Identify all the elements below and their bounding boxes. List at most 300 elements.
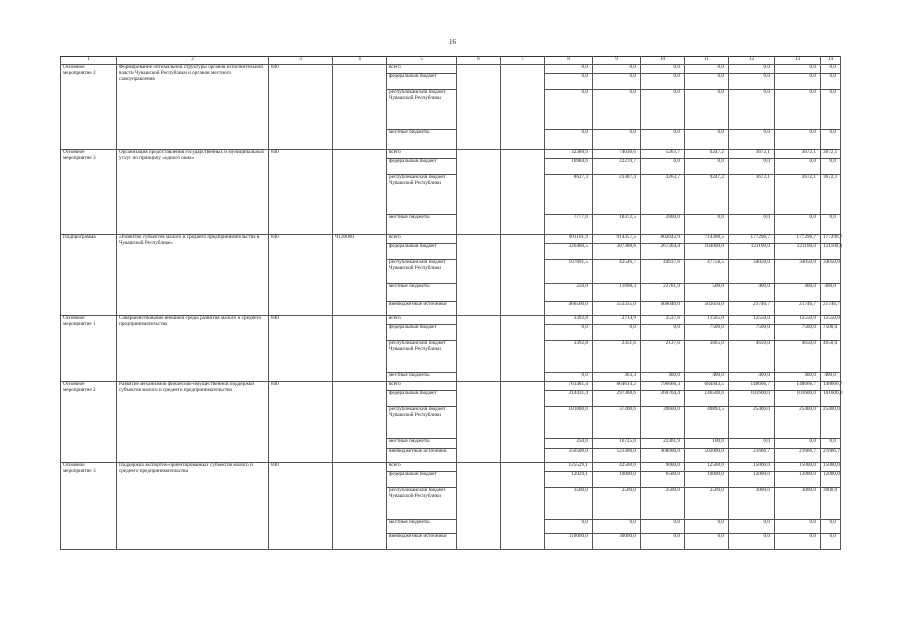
value-cell: 25400,0: [821, 407, 841, 439]
value-cell: 684943,5: [685, 382, 729, 391]
value-cell: 25400,0: [729, 407, 775, 439]
group-col1: Подпрограмма: [61, 235, 117, 316]
value-cell: 0,0: [641, 65, 685, 74]
value-cell: 2500,0: [685, 488, 729, 520]
value-cell: 0,0: [729, 215, 775, 235]
value-cell: 763481,4: [545, 382, 593, 391]
value-cell: 47758,5: [685, 260, 729, 284]
value-cell: 0,0: [685, 74, 729, 90]
funding-source: местные бюджеты: [387, 130, 457, 150]
value-cell: 101600,0: [821, 391, 841, 407]
empty-cell: [501, 316, 545, 325]
value-cell: 0,0: [685, 215, 729, 235]
empty-cell: [501, 74, 545, 90]
value-cell: 0,0: [593, 130, 641, 150]
funding-source: республиканский бюджет Чувашской Республики: [387, 90, 457, 130]
value-cell: 3392,8: [545, 316, 593, 325]
empty-cell: [501, 302, 545, 316]
funding-source: федеральный бюджет: [387, 325, 457, 341]
group-col4: [333, 463, 387, 550]
value-cell: 44637,6: [641, 260, 685, 284]
empty-cell: [457, 74, 501, 90]
empty-cell: [457, 472, 501, 488]
value-cell: 40893,5: [685, 407, 729, 439]
value-cell: 5263,7: [641, 150, 685, 159]
value-cell: 502000,0: [685, 449, 729, 463]
value-cell: 500,0: [685, 284, 729, 302]
value-cell: 21666,7: [775, 449, 821, 463]
empty-cell: [457, 130, 501, 150]
value-cell: 9247,2: [685, 150, 729, 159]
group-col3: 840: [269, 463, 333, 550]
group-col3: 840: [269, 382, 333, 463]
value-cell: 12029,1: [545, 472, 593, 488]
value-cell: 4650,0: [821, 341, 841, 373]
value-cell: 0,0: [593, 74, 641, 90]
value-cell: 34050,0: [729, 260, 775, 284]
group-col3: 840: [269, 65, 333, 150]
value-cell: 101600,0: [729, 391, 775, 407]
empty-cell: [457, 235, 501, 244]
value-cell: 553335,0: [593, 302, 641, 316]
funding-source: внебюджетные источники: [387, 302, 457, 316]
group-col1: Основное мероприятие 3: [61, 463, 117, 550]
empty-cell: [457, 159, 501, 175]
empty-cell: [501, 90, 545, 130]
empty-cell: [457, 488, 501, 520]
funding-source: федеральный бюджет: [387, 391, 457, 407]
value-cell: 0,0: [775, 159, 821, 175]
empty-cell: [501, 391, 545, 407]
value-cell: 307388,6: [593, 244, 641, 260]
empty-cell: [501, 472, 545, 488]
value-cell: 0,0: [545, 130, 593, 150]
value-cell: 2500,0: [641, 488, 685, 520]
value-cell: 74030,6: [593, 150, 641, 159]
value-cell: 101000,0: [545, 407, 593, 439]
value-cell: 21666,7: [821, 449, 841, 463]
empty-cell: [501, 520, 545, 534]
header-cell: 1: [61, 57, 117, 65]
group-col4: [333, 150, 387, 235]
group-col1: Основное мероприятие 1: [61, 316, 117, 382]
empty-cell: [501, 235, 545, 244]
value-cell: 0,0: [729, 130, 775, 150]
value-cell: 22301,9: [641, 439, 685, 449]
value-cell: 2351,6: [593, 341, 641, 373]
value-cell: 101600,0: [775, 391, 821, 407]
value-cell: 0,0: [821, 534, 841, 550]
empty-cell: [501, 159, 545, 175]
empty-cell: [501, 407, 545, 439]
value-cell: 400,0: [729, 373, 775, 382]
value-cell: 0,0: [641, 534, 685, 550]
empty-cell: [457, 175, 501, 215]
empty-cell: [457, 316, 501, 325]
value-cell: 2500,0: [593, 488, 641, 520]
value-cell: 23387,4: [593, 175, 641, 215]
empty-cell: [457, 150, 501, 159]
empty-cell: [501, 382, 545, 391]
value-cell: 3000,0: [729, 488, 775, 520]
funding-source: внебюджетные источники: [387, 449, 457, 463]
group-col4: Ч120000: [333, 235, 387, 316]
value-cell: 0,0: [641, 159, 685, 175]
value-cell: 0,0: [775, 215, 821, 235]
value-cell: 0,0: [593, 520, 641, 534]
value-cell: 363,3: [593, 373, 641, 382]
value-cell: 0,0: [775, 520, 821, 534]
value-cell: 0,0: [775, 439, 821, 449]
value-cell: 0,0: [729, 534, 775, 550]
group-col3: 840: [269, 316, 333, 382]
value-cell: 8627,3: [545, 175, 593, 215]
group-col2: Формирование оптимальной структуры органов исполнительной власти Чувашской Республики и органов местного самоуправления: [117, 65, 269, 150]
group-col4: [333, 65, 387, 150]
value-cell: 0,0: [821, 520, 841, 534]
empty-cell: [457, 284, 501, 302]
empty-cell: [457, 520, 501, 534]
funding-source: всего: [387, 316, 457, 325]
header-cell: 14: [821, 57, 841, 65]
empty-cell: [457, 382, 501, 391]
value-cell: 0,0: [641, 130, 685, 150]
value-cell: 10725,0: [593, 439, 641, 449]
value-cell: 21746,7: [775, 302, 821, 316]
empty-cell: [501, 449, 545, 463]
funding-source: внебюджетные источники: [387, 534, 457, 550]
value-cell: 148666,7: [821, 382, 841, 391]
value-cell: 110000,0: [545, 534, 593, 550]
value-cell: 34050,0: [775, 260, 821, 284]
value-cell: 0,0: [685, 130, 729, 150]
value-cell: 400,0: [729, 284, 775, 302]
value-cell: 3000,0: [821, 488, 841, 520]
value-cell: 30000,0: [593, 534, 641, 550]
value-cell: 0,0: [593, 90, 641, 130]
value-cell: 107891,5: [545, 260, 593, 284]
value-cell: 121100,0: [729, 244, 775, 260]
value-cell: 0,0: [641, 325, 685, 341]
value-cell: 121100,0: [775, 244, 821, 260]
value-cell: 0,0: [821, 439, 841, 449]
value-cell: 3672,1: [775, 175, 821, 215]
empty-cell: [457, 463, 501, 472]
value-cell: 802643,9: [641, 235, 685, 244]
value-cell: 12000,0: [729, 472, 775, 488]
funding-source: республиканский бюджет Чувашской Республики: [387, 488, 457, 520]
value-cell: 0,0: [641, 520, 685, 534]
empty-cell: [457, 439, 501, 449]
value-cell: 0,0: [729, 439, 775, 449]
value-cell: 326460,5: [545, 244, 593, 260]
value-cell: 400,0: [685, 373, 729, 382]
group-col3: 840: [269, 150, 333, 235]
value-cell: 7500,0: [729, 325, 775, 341]
value-cell: 400,0: [775, 284, 821, 302]
empty-cell: [501, 341, 545, 373]
value-cell: 2137,6: [641, 341, 685, 373]
value-cell: 0,0: [775, 74, 821, 90]
header-cell: 10: [641, 57, 685, 65]
group-col1: Основное мероприятие 2: [61, 382, 117, 463]
value-cell: 0,0: [545, 520, 593, 534]
value-cell: 21746,7: [821, 302, 841, 316]
value-cell: 297388,6: [593, 391, 641, 407]
value-cell: 0,0: [685, 520, 729, 534]
value-cell: 148666,7: [729, 382, 775, 391]
value-cell: 164000,0: [685, 244, 729, 260]
value-cell: 2537,6: [641, 316, 685, 325]
value-cell: 466500,0: [545, 302, 593, 316]
value-cell: 42500,0: [593, 463, 641, 472]
value-cell: 3665,0: [685, 341, 729, 373]
group-col2: «Развитие субъектов малого и среднего предпринимательства в Чувашской Республике»: [117, 235, 269, 316]
empty-cell: [457, 534, 501, 550]
value-cell: 100,0: [685, 439, 729, 449]
value-cell: 12550,0: [775, 316, 821, 325]
value-cell: 0,0: [821, 74, 841, 90]
value-cell: 0,0: [729, 520, 775, 534]
header-cell: 13: [775, 57, 821, 65]
value-cell: 148666,7: [775, 382, 821, 391]
value-cell: 12000,0: [821, 472, 841, 488]
group-col4: [333, 316, 387, 382]
value-cell: 3000,0: [775, 488, 821, 520]
value-cell: 21746,7: [729, 302, 775, 316]
value-cell: 0,0: [641, 74, 685, 90]
empty-cell: [501, 439, 545, 449]
value-cell: 400,0: [641, 373, 685, 382]
empty-cell: [501, 284, 545, 302]
value-cell: 790666,3: [641, 382, 685, 391]
value-cell: 10000,0: [685, 472, 729, 488]
value-cell: 3672,1: [729, 175, 775, 215]
value-cell: 0,0: [685, 90, 729, 130]
value-cell: 0,0: [775, 90, 821, 130]
empty-cell: [457, 373, 501, 382]
value-cell: 7500,0: [821, 325, 841, 341]
empty-cell: [501, 260, 545, 284]
header-cell: 11: [685, 57, 729, 65]
value-cell: 0,0: [593, 325, 641, 341]
budget-table: [60, 56, 841, 550]
value-cell: 0,0: [545, 74, 593, 90]
header-cell: 4: [333, 57, 387, 65]
empty-cell: [457, 391, 501, 407]
value-cell: 3500,0: [545, 488, 593, 520]
value-cell: 12550,0: [729, 316, 775, 325]
funding-source: федеральный бюджет: [387, 74, 457, 90]
value-cell: 0,0: [593, 65, 641, 74]
value-cell: 0,0: [821, 159, 841, 175]
group-col2: Поддержка экспортно-ориентированных субъектов малого и среднего предпринимательства: [117, 463, 269, 550]
value-cell: 18372,5: [593, 215, 641, 235]
value-cell: 42546,7: [593, 260, 641, 284]
value-cell: 22270,7: [593, 159, 641, 175]
value-cell: 121100,0: [821, 244, 841, 260]
value-cell: 7500,0: [685, 325, 729, 341]
value-cell: 0,0: [821, 215, 841, 235]
group-col3: 840: [269, 235, 333, 316]
group-col2: Развитие механизмов финансово-имущественной поддержки субъектов малого и среднего предпринимательства: [117, 382, 269, 463]
value-cell: 125529,1: [545, 463, 593, 472]
header-cell: 5: [387, 57, 457, 65]
value-cell: 468000,0: [641, 449, 685, 463]
value-cell: 37200,6: [593, 407, 641, 439]
value-cell: 2714,9: [593, 316, 641, 325]
value-cell: 0,0: [729, 159, 775, 175]
group-col1: Основное мероприятие 3: [61, 150, 117, 235]
header-cell: 6: [457, 57, 501, 65]
value-cell: 523300,0: [593, 449, 641, 463]
empty-cell: [457, 215, 501, 235]
funding-source: местные бюджеты: [387, 439, 457, 449]
value-cell: 0,0: [545, 373, 593, 382]
empty-cell: [501, 373, 545, 382]
funding-source: всего: [387, 65, 457, 74]
empty-cell: [457, 449, 501, 463]
funding-source: всего: [387, 463, 457, 472]
empty-cell: [457, 325, 501, 341]
header-cell: 8: [545, 57, 593, 65]
value-cell: 0,0: [729, 65, 775, 74]
value-cell: 39600,0: [641, 407, 685, 439]
funding-source: местные бюджеты: [387, 215, 457, 235]
empty-cell: [501, 175, 545, 215]
value-cell: 0,0: [821, 130, 841, 150]
value-cell: 22701,9: [641, 284, 685, 302]
funding-source: республиканский бюджет Чувашской Республики: [387, 260, 457, 284]
value-cell: 0,0: [545, 325, 593, 341]
funding-source: всего: [387, 150, 457, 159]
group-col2: Совершенствование внешней среды развития малого и среднего предпринимательства: [117, 316, 269, 382]
funding-source: республиканский бюджет Чувашской Республики: [387, 407, 457, 439]
empty-cell: [501, 215, 545, 235]
page-number: 16: [449, 38, 456, 46]
value-cell: 6500,0: [641, 472, 685, 488]
value-cell: 10000,0: [593, 472, 641, 488]
value-cell: 7777,0: [545, 215, 593, 235]
empty-cell: [457, 260, 501, 284]
value-cell: 3672,1: [729, 150, 775, 159]
value-cell: 177296,7: [775, 235, 821, 244]
value-cell: 0,0: [775, 534, 821, 550]
value-cell: 3672,1: [821, 175, 841, 215]
empty-cell: [501, 325, 545, 341]
value-cell: 3672,1: [821, 150, 841, 159]
value-cell: 7500,0: [775, 325, 821, 341]
value-cell: 314431,4: [545, 391, 593, 407]
value-cell: 15000,0: [729, 463, 775, 472]
value-cell: 267264,4: [641, 244, 685, 260]
empty-cell: [501, 65, 545, 74]
value-cell: 3392,8: [545, 341, 593, 373]
group-col4: [333, 382, 387, 463]
funding-source: всего: [387, 235, 457, 244]
value-cell: 21666,7: [729, 449, 775, 463]
value-cell: 0,0: [641, 90, 685, 130]
value-cell: 0,0: [775, 65, 821, 74]
empty-cell: [501, 488, 545, 520]
value-cell: 260764,4: [641, 391, 685, 407]
value-cell: 177296,7: [821, 235, 841, 244]
value-cell: 12000,0: [775, 472, 821, 488]
value-cell: 0,0: [545, 65, 593, 74]
value-cell: 0,0: [685, 65, 729, 74]
value-cell: 468040,0: [641, 302, 685, 316]
value-cell: 32388,9: [545, 150, 593, 159]
header-cell: 3: [269, 57, 333, 65]
funding-source: всего: [387, 382, 457, 391]
empty-cell: [501, 130, 545, 150]
header-cell: 7: [501, 57, 545, 65]
value-cell: 11098,3: [593, 284, 641, 302]
value-cell: 12500,0: [685, 463, 729, 472]
value-cell: 400,0: [821, 373, 841, 382]
value-cell: 0,0: [821, 65, 841, 74]
value-cell: 0,0: [775, 130, 821, 150]
funding-source: республиканский бюджет Чувашской Республики: [387, 175, 457, 215]
value-cell: 146500,0: [685, 391, 729, 407]
funding-source: федеральный бюджет: [387, 472, 457, 488]
value-cell: 864614,2: [593, 382, 641, 391]
value-cell: 177296,7: [729, 235, 775, 244]
value-cell: 16984,6: [545, 159, 593, 175]
value-cell: 0,0: [545, 90, 593, 130]
value-cell: 3263,7: [641, 175, 685, 215]
value-cell: 0,0: [729, 74, 775, 90]
funding-source: республиканский бюджет Чувашской Республики: [387, 341, 457, 373]
value-cell: 34050,0: [821, 260, 841, 284]
empty-cell: [501, 244, 545, 260]
value-cell: 914357,5: [593, 235, 641, 244]
empty-cell: [501, 150, 545, 159]
empty-cell: [457, 90, 501, 130]
empty-cell: [457, 65, 501, 74]
empty-cell: [457, 407, 501, 439]
empty-cell: [501, 463, 545, 472]
value-cell: 3672,1: [775, 150, 821, 159]
value-cell: 9247,2: [685, 175, 729, 215]
value-cell: 901101,9: [545, 235, 593, 244]
funding-source: федеральный бюджет: [387, 159, 457, 175]
value-cell: 2000,0: [641, 215, 685, 235]
value-cell: 400,0: [775, 373, 821, 382]
funding-source: местные бюджеты: [387, 284, 457, 302]
value-cell: 250,0: [545, 284, 593, 302]
value-cell: 4650,0: [775, 341, 821, 373]
value-cell: 350500,0: [545, 449, 593, 463]
value-cell: 12550,0: [821, 316, 841, 325]
funding-source: местные бюджеты: [387, 373, 457, 382]
value-cell: 0,0: [685, 159, 729, 175]
value-cell: 25400,0: [775, 407, 821, 439]
empty-cell: [457, 341, 501, 373]
value-cell: 15000,0: [775, 463, 821, 472]
value-cell: 0,0: [729, 90, 775, 130]
empty-cell: [501, 534, 545, 550]
value-cell: 0,0: [821, 90, 841, 130]
funding-source: местные бюджеты: [387, 520, 457, 534]
empty-cell: [457, 302, 501, 316]
group-col1: Основное мероприятие 2: [61, 65, 117, 150]
funding-source: федеральный бюджет: [387, 244, 457, 260]
header-cell: 2: [117, 57, 269, 65]
value-cell: 4650,0: [729, 341, 775, 373]
value-cell: 11565,0: [685, 316, 729, 325]
value-cell: 0,0: [685, 534, 729, 550]
